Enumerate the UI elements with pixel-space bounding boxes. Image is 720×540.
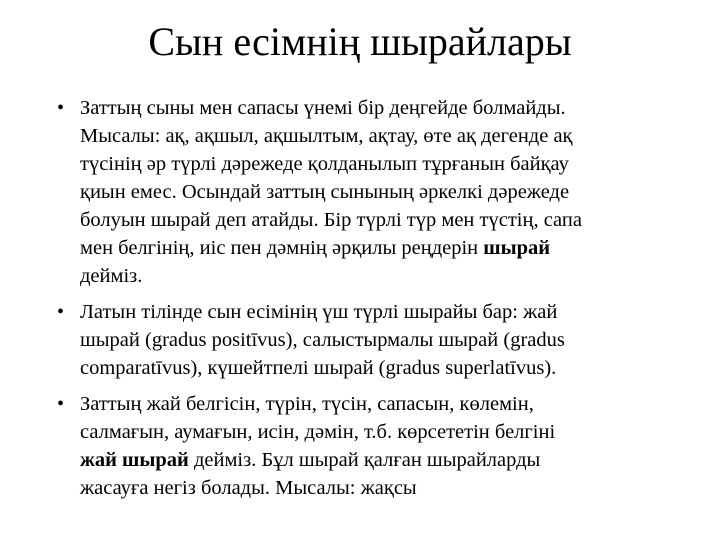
text-line: салмағын, аумағын, исін, дәмін, т.б. көрсететін белгіні (80, 421, 556, 443)
text-line: жай шырай дейміз. Бұл шырай қалған шырайларды (80, 449, 541, 471)
bold-term: шырай (483, 237, 551, 259)
text-line: дейміз. (80, 265, 143, 287)
text-line: мен белгінің, иіс пен дәмнің әрқилы реңдерін шырай (80, 237, 551, 259)
text-line: comparatīvus), күшейтпелі шырай (gradus superlatīvus). (80, 357, 557, 379)
text-line: жасауға негіз болады. Мысалы: жақсы (80, 477, 417, 499)
bullet-icon: • (57, 393, 65, 415)
text-line: шырай (gradus positīvus), салыстырмалы шырай (gradus (80, 329, 565, 351)
slide-title: Сын есімнің шырайлары (148, 19, 572, 64)
bullet-item (45, 298, 685, 382)
bullet-item (45, 94, 685, 290)
bold-term: жай шырай (80, 449, 189, 471)
text-line: болуын шырай деп атайды. Бір түрлі түр мен түстің, сапа (80, 209, 582, 231)
bullet-icon: • (57, 97, 65, 119)
text-line: Заттың жай белгісін, түрін, түсін, сапасын, көлемін, (80, 393, 534, 415)
text-line: қиын емес. Осындай заттың сынының әркелкі дәрежеде (80, 181, 570, 203)
text-line: Заттың сыны мен сапасы үнемі бір деңгейде болмайды. (80, 97, 566, 119)
bullet-item (45, 390, 685, 502)
text-line: Мысалы: ақ, ақшыл, ақшылтым, ақтау, өте ақ дегенде ақ (80, 125, 573, 147)
text-line: Латын тілінде сын есімінің үш түрлі шырайы бар: жай (80, 301, 558, 323)
bullet-list (45, 94, 685, 510)
bullet-icon: • (57, 301, 65, 323)
text-line: түсінің әр түрлі дәрежеде қолданылып тұрғанын байқау (80, 153, 569, 175)
